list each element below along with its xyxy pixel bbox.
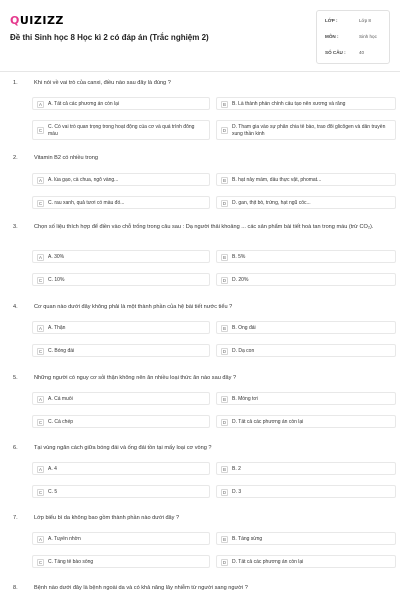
option-d[interactable]: D D. Tham gia vào sự phân chia tế bào, trao đổi glicôgen và dẫn truyền xung thần kinh: [216, 120, 396, 140]
option-c[interactable]: C C. rau xanh, quả tươi có màu đỏ...: [32, 196, 210, 209]
meta-box: [316, 10, 390, 64]
quizizz-logo: QUIZIZZ: [10, 14, 64, 27]
option-b[interactable]: B B. 2: [216, 462, 396, 475]
option-d[interactable]: D D. 3: [216, 485, 396, 498]
question-text: Những người có nguy cơ sỏi thận không nên ăn nhiều loại thức ăn nào sau đây ?: [34, 375, 237, 381]
option-d[interactable]: D D. 20%: [216, 273, 396, 286]
option-d[interactable]: D D. Dạ con: [216, 344, 396, 357]
option-b[interactable]: B B. Mồng tơi: [216, 392, 396, 405]
question-number: 2.: [13, 155, 18, 161]
question-number: 1.: [13, 80, 18, 86]
question-number: 6.: [13, 445, 18, 451]
question-text: Cơ quan nào dưới đây không phải là một thành phần của hệ bài tiết nước tiểu ?: [34, 304, 233, 310]
option-b[interactable]: B B. Ống đái: [216, 321, 396, 334]
meta-row-class: LỚP : Lớp 8: [325, 18, 371, 23]
option-a[interactable]: A A. Cá muối: [32, 392, 210, 405]
question-number: 7.: [13, 515, 18, 521]
option-a[interactable]: A A. lúa gạo, cà chua, ngô vàng...: [32, 173, 210, 186]
option-a[interactable]: A A. 4: [32, 462, 210, 475]
question-text: Tại vùng ngăn cách giữa bóng đái và ống đái tồn tại mấy loại cơ vòng ?: [34, 445, 212, 451]
question-number: 5.: [13, 375, 18, 381]
meta-row-count: SỐ CÂU : 40: [325, 50, 365, 55]
page-header: [0, 0, 400, 72]
option-b[interactable]: B B. Là thành phần chính cấu tạo nên xương và răng: [216, 97, 396, 110]
question-text: Lớp biểu bì da không bao gồm thành phần nào dưới đây ?: [34, 515, 180, 521]
option-b[interactable]: B B. Tầng sừng: [216, 532, 396, 545]
question-text: Vitamin B2 có nhiều trong: [34, 155, 98, 161]
option-c[interactable]: C C. 10%: [32, 273, 210, 286]
document-title: Đề thi Sinh học 8 Học kì 2 có đáp án (Trắc nghiệm 2): [10, 33, 209, 42]
option-b[interactable]: B B. hạt nảy mầm, dầu thực vật, phomat...: [216, 173, 396, 186]
question-number: 4.: [13, 304, 18, 310]
question-number: 8.: [13, 585, 18, 591]
option-c[interactable]: C C. 5: [32, 485, 210, 498]
option-c[interactable]: C C. Tầng tế bào sống: [32, 555, 210, 568]
option-b[interactable]: B B. 5%: [216, 250, 396, 263]
question-text: Chọn số liệu thích hợp để điền vào chỗ trống trong câu sau : Dạ người thải khoảng ... các sản phẩm bài tiết hoà tan trong máu (trừ CO₂).: [34, 224, 374, 230]
question-text: Bệnh nào dưới đây là bệnh ngoài da và có khả năng lây nhiễm từ người sang người ?: [34, 585, 248, 591]
option-a[interactable]: A A. 30%: [32, 250, 210, 263]
question-text: Khi nói về vai trò của canxi, điều nào sau đây là đúng ?: [34, 80, 171, 86]
option-c[interactable]: C C. Bóng đái: [32, 344, 210, 357]
option-a[interactable]: A A. Tuyến nhờn: [32, 532, 210, 545]
option-a[interactable]: A A. Thận: [32, 321, 210, 334]
meta-row-subject: MÔN : Sinh học: [325, 34, 377, 39]
option-d[interactable]: D D. Tất cả các phương án còn lại: [216, 415, 396, 428]
option-c[interactable]: C C. Có vai trò quan trọng trong hoạt động của cơ và quá trình đông máu: [32, 120, 210, 140]
option-d[interactable]: D D. gan, thịt bò, trứng, hạt ngũ cốc...: [216, 196, 396, 209]
question-number: 3.: [13, 224, 18, 230]
option-c[interactable]: C C. Cá chép: [32, 415, 210, 428]
option-d[interactable]: D D. Tất cả các phương án còn lại: [216, 555, 396, 568]
option-a[interactable]: A A. Tất cả các phương án còn lại: [32, 97, 210, 110]
